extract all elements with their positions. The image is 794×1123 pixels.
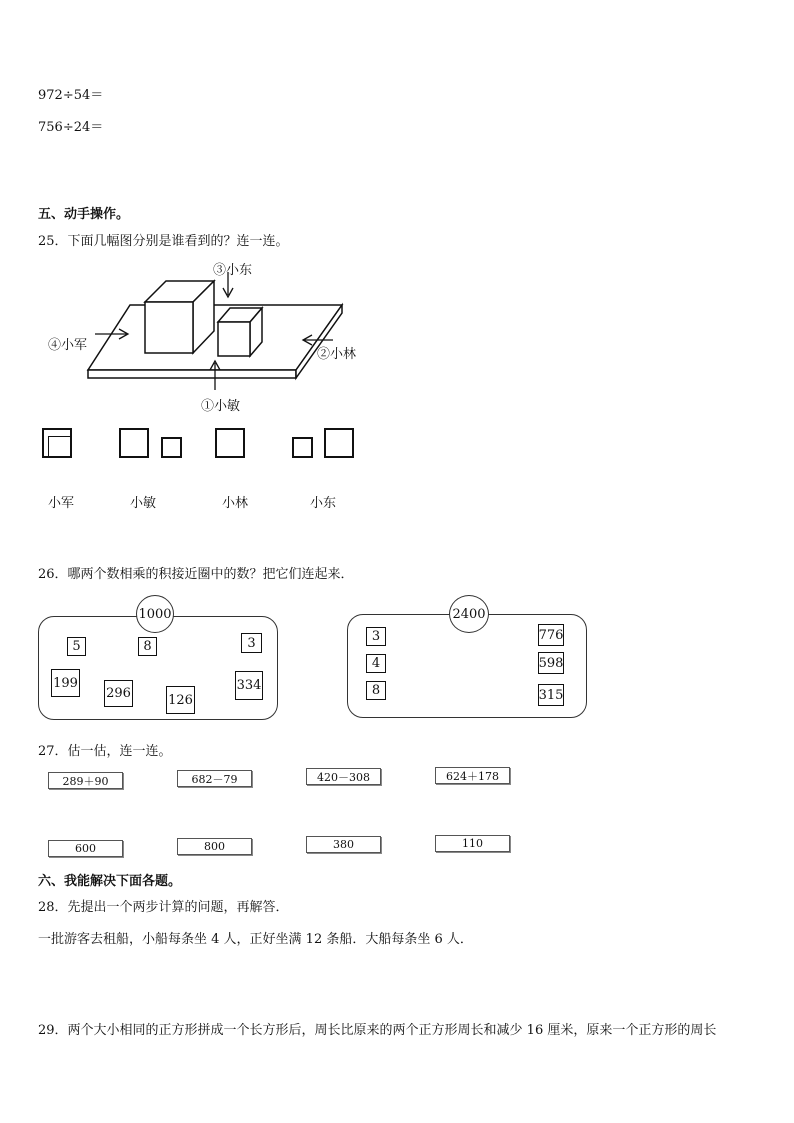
question-28-text: 28．先提出一个两步计算的问题，再解答．: [38, 900, 289, 915]
q26-right-number: 776: [538, 624, 564, 646]
q26-left-number: 199: [51, 669, 80, 697]
big-cube-front: [145, 302, 193, 353]
section-5-title: 五、动手操作。: [38, 207, 130, 222]
q27-result: 600: [48, 840, 123, 857]
q26-left-number: 126: [166, 686, 195, 714]
q27-result: 800: [177, 838, 252, 855]
q27-expression: 289＋90: [48, 772, 123, 789]
view-name-xiaojun: 小军: [48, 496, 75, 511]
calc-line-2: 756÷24＝: [38, 120, 104, 135]
view-name-xiaodong: 小东: [310, 496, 337, 511]
q26-right-number: 8: [366, 681, 386, 700]
small-cube-front: [218, 322, 250, 356]
label-xiaojun: ④小军: [48, 338, 88, 353]
question-28-body: 一批游客去租船，小船每条坐 4 人，正好坐满 12 条船．大船每条坐 6 人．: [38, 932, 473, 947]
view-name-xiaomin: 小敏: [130, 496, 157, 511]
question-27-text: 27．估一估，连一连。: [38, 744, 172, 759]
view-option-1-inner: [48, 436, 72, 458]
q26-right-number: 598: [538, 652, 564, 674]
q26-right-target: 2400: [449, 595, 489, 633]
view-option-2-big: [119, 428, 149, 458]
section-6-title: 六、我能解决下面各题。: [38, 874, 182, 889]
platform-front: [88, 370, 296, 378]
view-name-xiaolin: 小林: [222, 496, 249, 511]
question-29-text: 29．两个大小相同的正方形拼成一个长方形后，周长比原来的两个正方形周长和减少 16 厘米，原来一个正方形的周长: [38, 1023, 717, 1038]
question-25-text: 25．下面几幅图分别是谁看到的？连一连。: [38, 234, 289, 249]
q27-result: 110: [435, 835, 510, 852]
q26-left-target: 1000: [136, 595, 174, 633]
q27-expression: 624＋178: [435, 767, 510, 784]
q26-left-number: 334: [235, 671, 263, 700]
q25-block-figure: [0, 0, 794, 420]
q27-expression: 420－308: [306, 768, 381, 785]
q27-expression: 682－79: [177, 770, 252, 787]
view-option-2-small: [161, 437, 182, 458]
calc-line-1: 972÷54＝: [38, 88, 104, 103]
question-26-text: 26．哪两个数相乘的积接近圈中的数？把它们连起来．: [38, 567, 354, 582]
q26-left-number: 3: [241, 633, 262, 653]
q26-right-number: 315: [538, 684, 564, 706]
label-xiaomin: ①小敏: [201, 399, 241, 414]
view-option-4-big: [324, 428, 354, 458]
label-xiaolin: ②小林: [317, 347, 357, 362]
view-option-4-small: [292, 437, 313, 458]
q26-left-number: 5: [67, 637, 86, 656]
label-xiaodong: ③小东: [213, 263, 253, 278]
q27-result: 380: [306, 836, 381, 853]
q26-right-number: 3: [366, 627, 386, 646]
view-option-3: [215, 428, 245, 458]
q26-left-number: 8: [138, 637, 157, 656]
q26-left-number: 296: [104, 680, 133, 707]
q26-right-number: 4: [366, 654, 386, 673]
